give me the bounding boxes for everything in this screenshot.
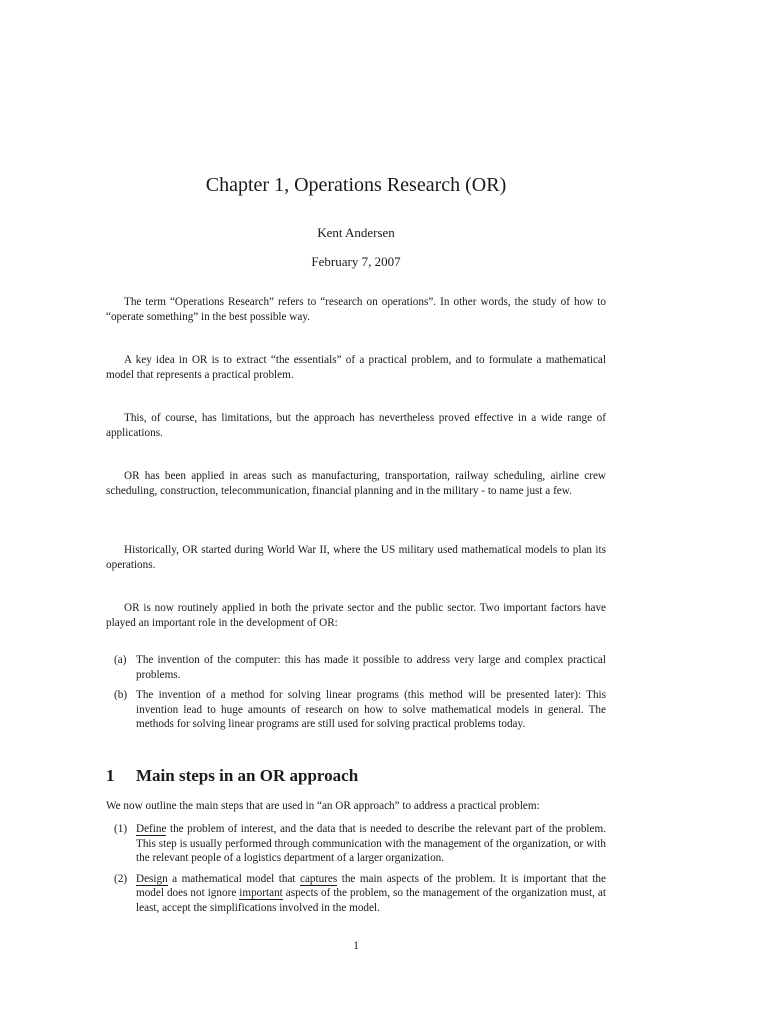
section-heading	[106, 766, 358, 786]
paragraph-limitations: This, of course, has limitations, but the approach has nevertheless proved effective in a wide range of applications.	[106, 412, 606, 439]
paragraph-history: Historically, OR started during World War II, where the US military used mathematical models to plan its operations.	[106, 544, 606, 571]
paragraph-steps-intro: We now outline the main steps that are used in “an OR approach” to address a practical problem:	[106, 800, 540, 812]
step-keyword: Define	[136, 823, 167, 835]
list-marker: (a)	[114, 654, 127, 666]
list-item	[106, 822, 606, 866]
factors-list	[106, 653, 606, 738]
publication-date: February 7, 2007	[311, 254, 401, 269]
list-item-text: the problem of interest, and the data that is needed to describe the relevant part of the problem. This step is usually performed through communication with the management of the organization, or with the relevant people of a logistics department of a larger organization.	[136, 823, 606, 865]
list-marker: (2)	[114, 872, 128, 885]
step-keyword: Design	[136, 872, 168, 885]
section-number: 1	[106, 766, 115, 785]
paragraph-applications: OR has been applied in areas such as manufacturing, transportation, railway scheduling, airline crew scheduling, construction, telecommunication, financial planning and in the military - to name just a few.	[106, 470, 606, 497]
list-item	[106, 653, 606, 682]
section-title: Main steps in an OR approach	[136, 766, 359, 785]
list-item-text: The invention of the computer: this has made it possible to address very large and complex practical problems.	[136, 654, 606, 681]
list-marker: (b)	[114, 689, 128, 702]
list-item-text: a mathematical model that	[167, 872, 300, 885]
author-name: Kent Andersen	[317, 225, 395, 240]
underlined-word: captures	[299, 872, 338, 885]
underlined-word: important	[239, 887, 283, 900]
paragraph-development: OR is now routinely applied in both the private sector and the public sector. Two important factors have played an important role in the development of OR:	[106, 602, 606, 629]
list-item-text: the main aspects of the problem. It is important that the model does not ignore	[136, 872, 606, 900]
list-item	[106, 872, 606, 916]
page-number: 1	[353, 940, 359, 952]
list-item-text: The invention of a method for solving linear programs (this method will be presented later): This invention lead to huge amounts of research on how to solve mathematical models in general. The methods for solving linear programs are still used for solving practical problems today.	[136, 689, 606, 731]
chapter-title: Chapter 1, Operations Research (OR)	[205, 174, 507, 196]
list-item	[106, 688, 606, 732]
paragraph-definition: The term “Operations Research” refers to “research on operations”. In other words, the study of how to “operate something” in the best possible way.	[106, 296, 606, 323]
paragraph-key-idea: A key idea in OR is to extract “the essentials” of a practical problem, and to formulate a mathematical model that represents a practical problem.	[106, 354, 606, 381]
list-marker: (1)	[114, 823, 128, 835]
list-item-text: aspects of the problem, so the management of the organization must, at least, accept the simplifications involved in the model.	[136, 887, 606, 914]
steps-list	[106, 822, 606, 922]
